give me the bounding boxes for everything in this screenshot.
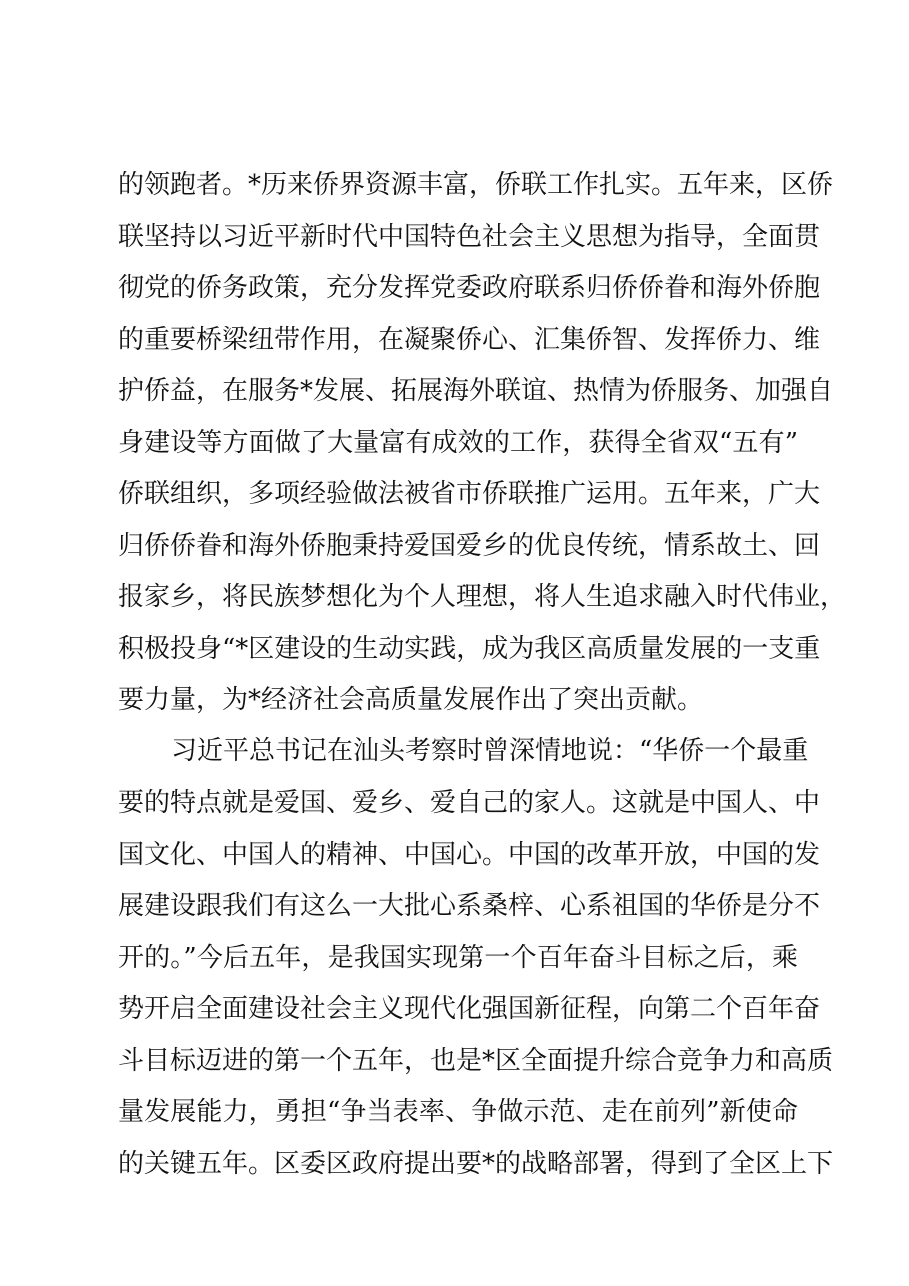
text-line: 积极投身“*区建设的生动实践，成为我区高质量发展的一支重 <box>118 634 821 664</box>
text-line: 量发展能力，勇担“争当表率、争做示范、走在前列”新使命 <box>118 1097 798 1127</box>
text-line: 报家乡，将民族梦想化为个人理想，将人生追求融入时代伟业， <box>118 582 847 612</box>
text-line: 国文化、中国人的精神、中国心。中国的改革开放，中国的发 <box>118 840 821 870</box>
text-line: 开的。”今后五年，是我国实现第一个百年奋斗目标之后，乘 <box>118 943 798 973</box>
text-line: 的重要桥梁纽带作用，在凝聚侨心、汇集侨智、发挥侨力、维 <box>118 325 821 355</box>
text-line: 斗目标迈进的第一个五年，也是*区全面提升综合竞争力和高质 <box>118 1046 834 1076</box>
text-line: 侨联组织，多项经验做法被省市侨联推广运用。五年来，广大 <box>118 479 821 509</box>
text-line: 要力量，为*经济社会高质量发展作出了突出贡献。 <box>118 685 704 715</box>
text-line: 的关键五年。区委区政府提出要*的战略部署，得到了全区上下 <box>118 1149 834 1179</box>
text-line: 的领跑者。*历来侨界资源丰富，侨联工作扎实。五年来，区侨 <box>118 170 834 200</box>
text-line: 彻党的侨务政策，充分发挥党委政府联系归侨侨眷和海外侨胞 <box>118 273 821 303</box>
text-line: 联坚持以习近平新时代中国特色社会主义思想为指导，全面贯 <box>118 222 821 252</box>
text-line: 要的特点就是爱国、爱乡、爱自己的家人。这就是中国人、中 <box>118 788 821 818</box>
text-line: 护侨益，在服务*发展、拓展海外联谊、热情为侨服务、加强自 <box>118 376 834 406</box>
text-line: 身建设等方面做了大量富有成效的工作，获得全省双“五有” <box>118 428 798 458</box>
text-line: 势开启全面建设社会主义现代化强国新征程，向第二个百年奋 <box>118 994 821 1024</box>
text-line: 习近平总书记在汕头考察时曾深情地说：“华侨一个最重 <box>171 736 809 766</box>
text-line: 展建设跟我们有这么一大批心系桑梓、心系祖国的华侨是分不 <box>118 891 821 921</box>
text-line: 归侨侨眷和海外侨胞秉持爱国爱乡的优良传统，情系故土、回 <box>118 531 821 561</box>
